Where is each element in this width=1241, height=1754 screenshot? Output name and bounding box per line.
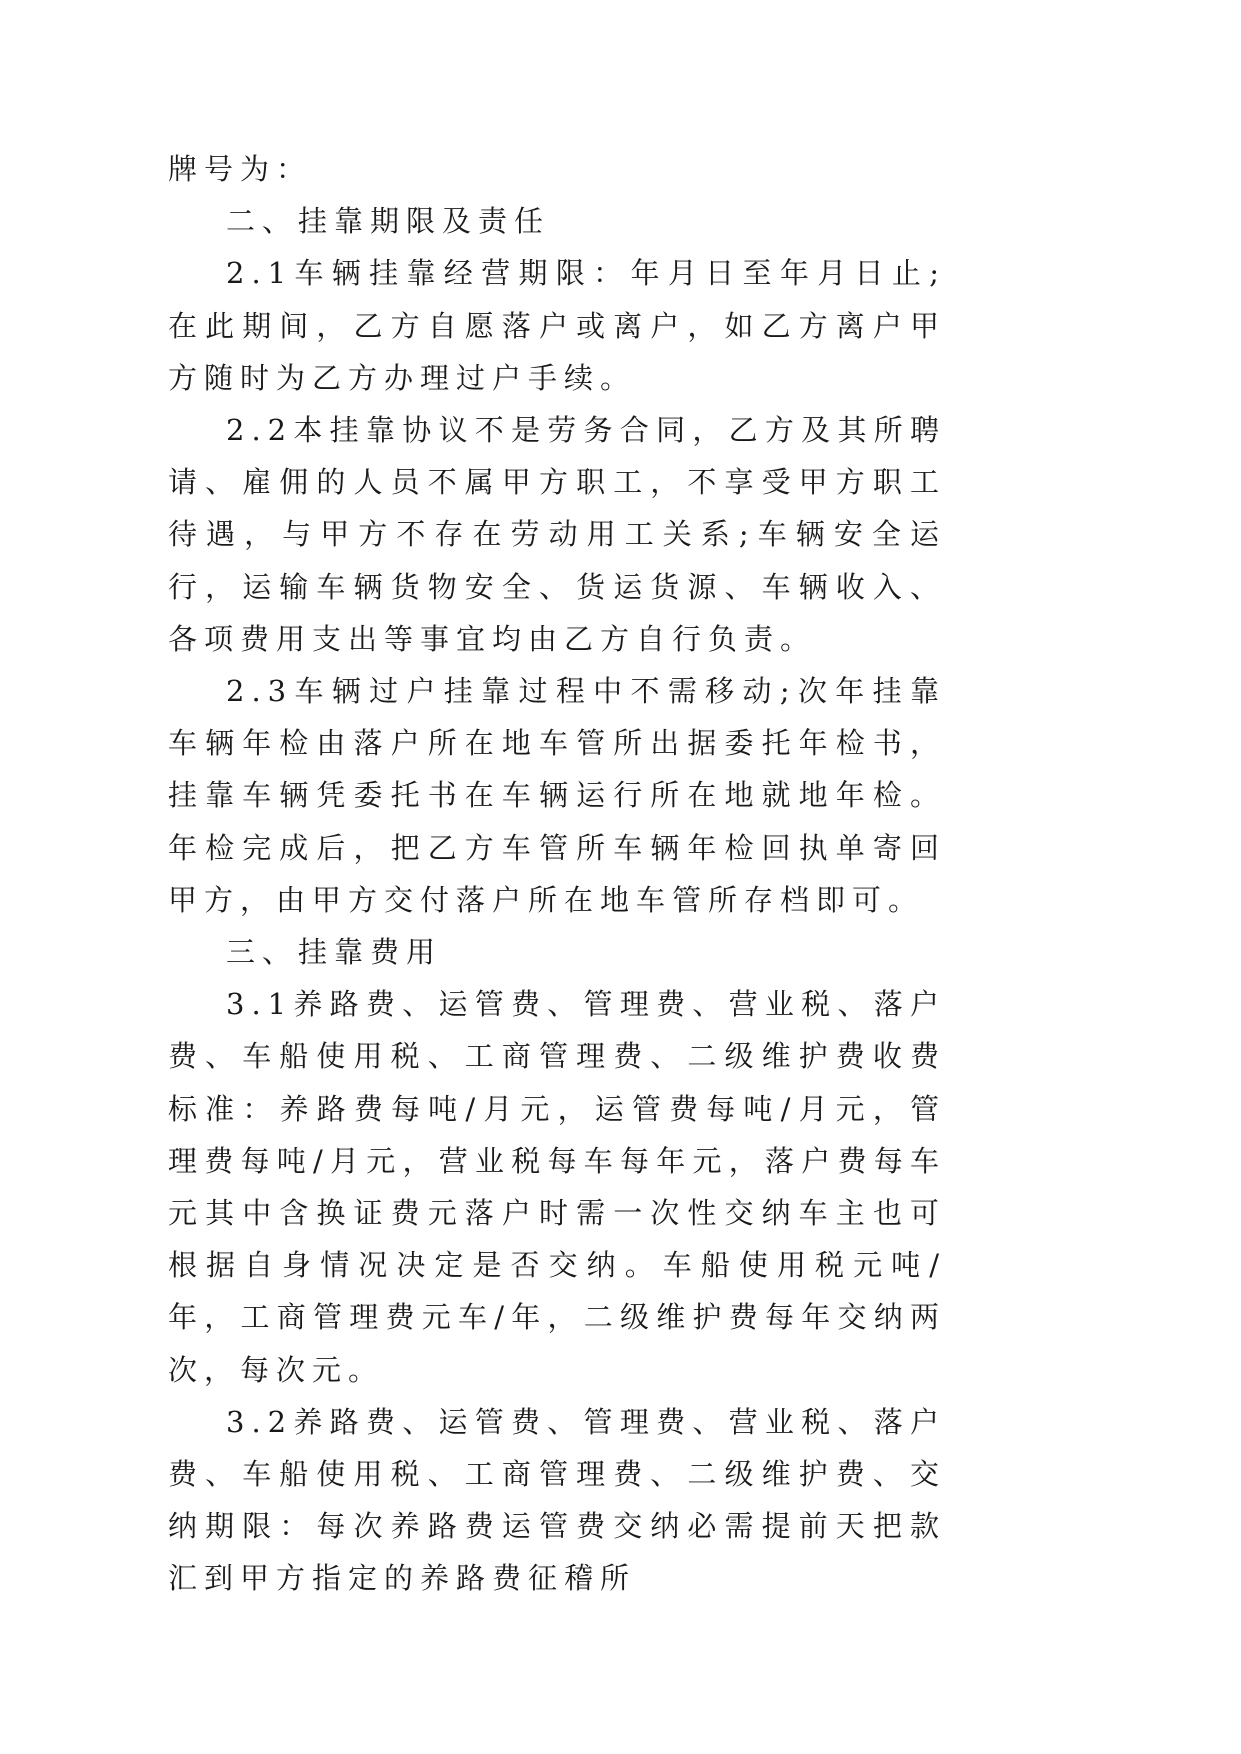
paragraph-2-3: 2.3车辆过户挂靠过程中不需移动;次年挂靠车辆年检由落户所在地车管所出据委托年检书，挂靠车辆凭委托书在车辆运行所在地就地年检。年检完成后，把乙方车管所车辆年检回执单寄回甲方，由甲方交付落户所在地车管所存档即可。 xyxy=(168,674,946,917)
heading-section-2: 二、挂靠期限及责任 xyxy=(226,204,551,239)
paragraph-plate-number: 牌号为： xyxy=(168,152,313,186)
paragraph-2-2: 2.2本挂靠协议不是劳务合同，乙方及其所聘请、雇佣的人员不属甲方职工，不享受甲方职工待遇，与甲方不存在劳动用工关系;车辆安全运行，运输车辆货物安全、货运货源、车辆收入、各项费用支出等事宜均由乙方自行负责。 xyxy=(168,413,946,656)
heading-section-3: 三、挂靠费用 xyxy=(226,935,443,970)
paragraph-3-2: 3.2养路费、运管费、管理费、营业税、落户费、车船使用税、工商管理费、二级维护费、交纳期限：每次养路费运管费交纳必需提前天把款汇到甲方指定的养路费征稽所 xyxy=(168,1404,946,1596)
paragraph-3-1: 3.1养路费、运管费、管理费、营业税、落户费、车船使用税、工商管理费、二级维护费收费标准：养路费每吨/月元，运管费每吨/月元，管理费每吨/月元，营业税每车每年元，落户费每车元其中含换证费元落户时需一次性交纳车主也可根据自身情况决定是否交纳。车船使用税元吨/年，工商管理费元车/年，二级维护费每年交纳两次，每次元。 xyxy=(168,987,946,1387)
paragraph-2-1: 2.1车辆挂靠经营期限：年月日至年月日止;在此期间，乙方自愿落户或离户，如乙方离户甲方随时为乙方办理过户手续。 xyxy=(168,256,946,395)
document-body xyxy=(168,143,946,1605)
